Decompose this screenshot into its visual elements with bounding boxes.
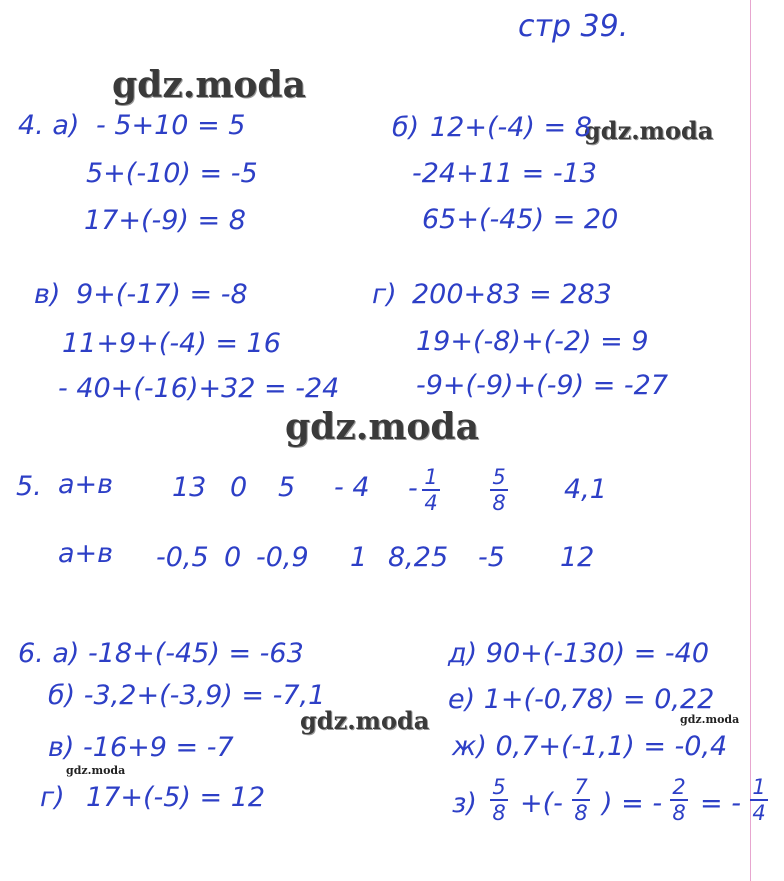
ex5-row2-value: 8,25 bbox=[388, 542, 449, 573]
ex4-v-label: в) bbox=[34, 279, 61, 310]
watermark-logo: gdz.moda bbox=[285, 406, 479, 448]
ex5-fraction-1 bbox=[422, 466, 440, 514]
ex6-zh-line: ж) 0,7+(-1,1) = -0,4 bbox=[452, 731, 728, 762]
ex5-frac1-sign: - bbox=[408, 473, 418, 504]
fraction-numerator: 5 bbox=[492, 465, 506, 489]
ex4-g-line-3: -9+(-9)+(-9) = -27 bbox=[416, 370, 669, 401]
ex5-row2-value: 0 bbox=[224, 542, 242, 573]
ex6-d-line: д) 90+(-130) = -40 bbox=[448, 638, 709, 669]
ex5-fraction-2 bbox=[490, 466, 508, 514]
ex6-v-line: в) -16+9 = -7 bbox=[48, 732, 234, 763]
ex6-g-label: г) bbox=[40, 782, 65, 813]
ex6-z-fraction-4 bbox=[750, 776, 768, 824]
ex5-number: 5. bbox=[16, 471, 42, 502]
ex5-row2-value: 12 bbox=[560, 542, 595, 573]
ex4-v-line-1: 9+(-17) = -8 bbox=[76, 279, 248, 310]
fraction-denominator: 8 bbox=[492, 801, 506, 826]
ex4-a-line-3: 17+(-9) = 8 bbox=[84, 205, 246, 236]
watermark-logo: gdz.moda bbox=[112, 64, 306, 106]
ex5-row2-value: -0,9 bbox=[256, 542, 309, 573]
ex4-b-line-1: 12+(-4) = 8 bbox=[430, 112, 592, 143]
ex6-z-plus: +(- bbox=[520, 788, 563, 819]
ex5-row1-value: 4,1 bbox=[564, 474, 607, 505]
ex5-row1-value: - 4 bbox=[334, 472, 370, 503]
fraction-denominator: 8 bbox=[492, 491, 506, 516]
notebook-margin-line bbox=[750, 0, 751, 881]
fraction-denominator: 8 bbox=[672, 801, 686, 826]
ex4-v-line-3: - 40+(-16)+32 = -24 bbox=[58, 373, 340, 404]
fraction-numerator: 2 bbox=[672, 775, 686, 799]
ex6-z-equals-2: = - bbox=[700, 788, 741, 819]
ex4-v-line-2: 11+9+(-4) = 16 bbox=[62, 328, 281, 359]
ex4-a-line-2: 5+(-10) = -5 bbox=[86, 158, 258, 189]
ex5-row2-value: 1 bbox=[350, 542, 368, 573]
ex6-a-line: 6. а) -18+(-45) = -63 bbox=[18, 638, 304, 669]
ex4-a-label: 4. а) bbox=[18, 110, 80, 141]
watermark-logo: gdz.moda bbox=[66, 764, 126, 777]
ex5-row1-label: a+в bbox=[58, 469, 114, 500]
ex4-g-line-2: 19+(-8)+(-2) = 9 bbox=[416, 326, 649, 357]
ex5-row2-value: -0,5 bbox=[156, 542, 209, 573]
watermark-logo: gdz.moda bbox=[680, 713, 740, 726]
ex4-b-label: б) bbox=[392, 112, 420, 143]
ex6-z-label: з) bbox=[452, 788, 477, 819]
ex6-b-line: б) -3,2+(-3,9) = -7,1 bbox=[48, 680, 326, 711]
fraction-numerator: 5 bbox=[492, 775, 506, 799]
ex5-row1-value: 13 bbox=[172, 472, 207, 503]
fraction-numerator: 7 bbox=[574, 775, 588, 799]
ex4-b-line-2: -24+11 = -13 bbox=[412, 158, 597, 189]
ex6-z-fraction-3 bbox=[670, 776, 688, 824]
ex5-row1-value: 0 bbox=[230, 472, 248, 503]
ex6-z-equals-1: ) = - bbox=[602, 788, 663, 819]
ex6-z-fraction-2 bbox=[572, 776, 590, 824]
ex5-row2-label: a+в bbox=[58, 538, 114, 569]
fraction-numerator: 1 bbox=[752, 775, 766, 799]
ex5-row2-value: -5 bbox=[478, 542, 505, 573]
ex4-g-line-1: 200+83 = 283 bbox=[412, 279, 612, 310]
watermark-logo: gdz.moda bbox=[584, 116, 714, 145]
fraction-denominator: 4 bbox=[424, 491, 438, 516]
fraction-denominator: 4 bbox=[752, 801, 766, 826]
ex4-g-label: г) bbox=[372, 279, 397, 310]
fraction-denominator: 8 bbox=[574, 801, 588, 826]
ex5-row1-value: 5 bbox=[278, 472, 296, 503]
watermark-logo: gdz.moda bbox=[300, 706, 430, 735]
ex6-e-line: е) 1+(-0,78) = 0,22 bbox=[448, 684, 715, 715]
fraction-numerator: 1 bbox=[424, 465, 438, 489]
ex4-a-line-1: - 5+10 = 5 bbox=[96, 110, 246, 141]
page-title: стр 39. bbox=[518, 9, 629, 44]
ex6-z-fraction-1 bbox=[490, 776, 508, 824]
ex4-b-line-3: 65+(-45) = 20 bbox=[422, 204, 619, 235]
ex6-g-line: 17+(-5) = 12 bbox=[86, 782, 266, 813]
